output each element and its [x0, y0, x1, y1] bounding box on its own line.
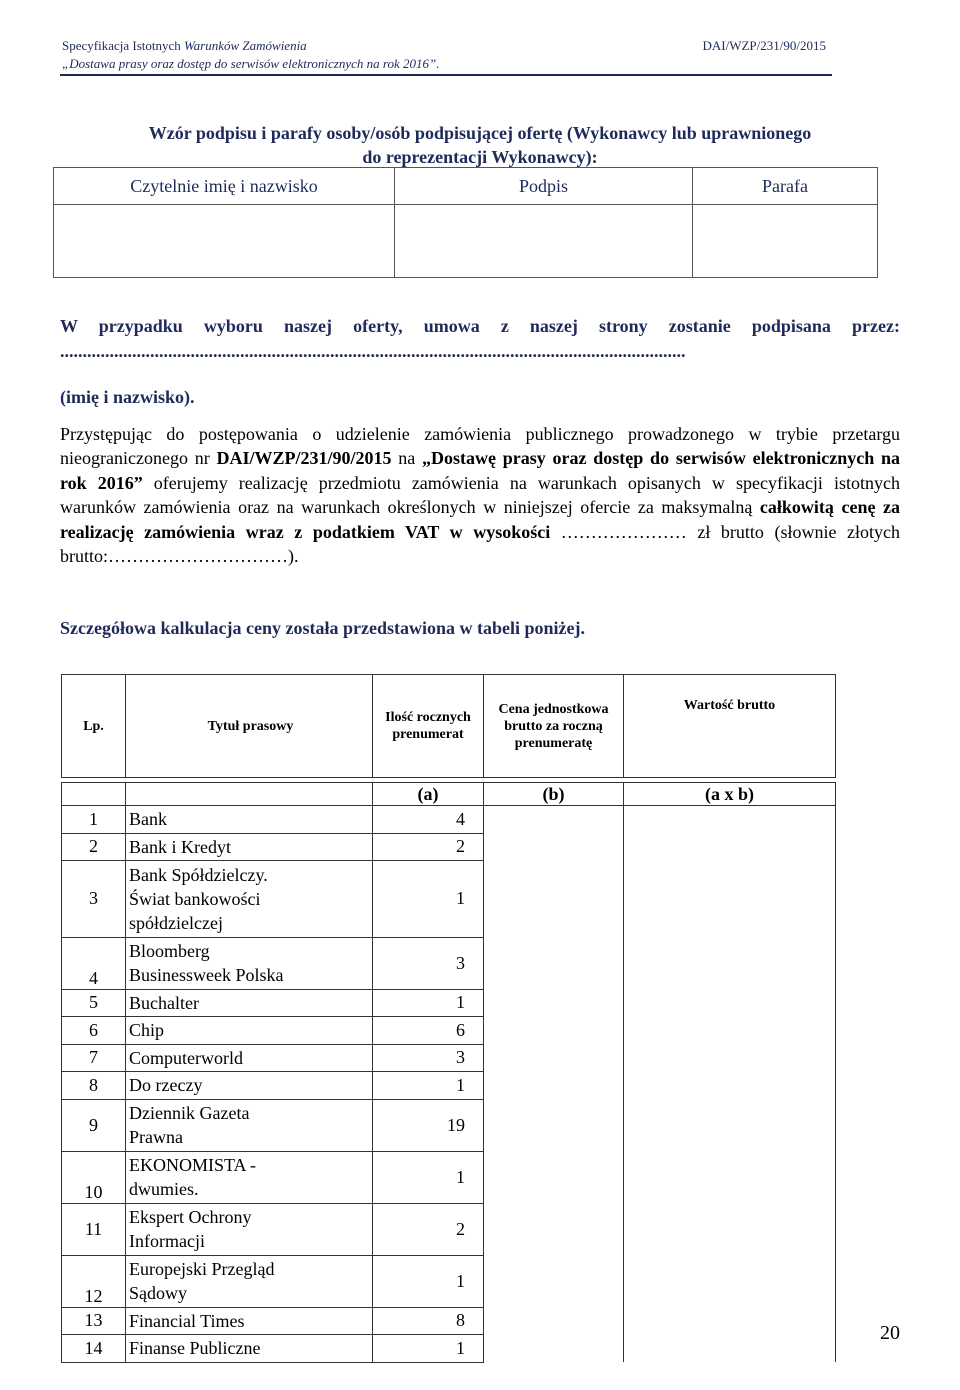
contract-name-hint: (imię i nazwisko). — [60, 387, 195, 407]
price-row-unit-price-cell[interactable] — [484, 937, 624, 989]
signature-title-line1: Wzór podpisu i parafy osoby/osób podpisującej ofertę (Wykonawcy lub uprawnionego — [148, 123, 812, 143]
price-row-title-line: Informacji — [129, 1231, 205, 1251]
signature-initials-cell[interactable] — [693, 205, 878, 278]
price-header-unit-price: Cena jednostkowa brutto za roczną prenumeratę — [484, 675, 624, 778]
signature-table — [53, 167, 878, 278]
price-row-value-cell[interactable] — [624, 1072, 836, 1100]
price-row-lp: 10 — [62, 1151, 126, 1203]
price-row-qty: 3 — [373, 937, 484, 989]
price-row-title — [126, 1255, 373, 1307]
price-row-qty: 1 — [373, 1255, 484, 1307]
price-row — [62, 989, 836, 1017]
header-spec-title — [62, 38, 307, 54]
price-row-lp: 9 — [62, 1099, 126, 1151]
offer-subject: „Dostawę prasy oraz dostęp do serwisów elektronicznych na rok 2016” — [60, 448, 901, 493]
price-row-unit-price-cell[interactable] — [484, 1099, 624, 1151]
price-row-unit-price-cell[interactable] — [484, 1151, 624, 1203]
price-row-unit-price-cell[interactable] — [484, 861, 624, 938]
offer-text-2: na — [391, 448, 423, 469]
price-row-unit-price-cell[interactable] — [484, 1335, 624, 1363]
price-label-axb: (a x b) — [624, 783, 836, 806]
signature-title-line2: do reprezentacji Wykonawcy): — [362, 147, 598, 167]
contract-signatory-dots[interactable]: ........................................................................................................................................... — [60, 341, 686, 361]
price-row-lp: 4 — [62, 937, 126, 989]
price-row-title-line: dwumies. — [129, 1179, 199, 1199]
offer-text-4: ………………… zł brutto (słownie złotych brutto:…………………………). — [60, 521, 900, 567]
offer-total-price: całkowitą cenę za realizację zamówienia wraz z podatkiem VAT w wysokości — [60, 497, 900, 542]
price-row-unit-price-cell[interactable] — [484, 1203, 624, 1255]
contract-signatory-line: W przypadku wyboru naszej oferty, umowa z naszej strony zostanie podpisana przez: — [60, 316, 900, 336]
price-header-value: Wartość brutto — [624, 675, 836, 778]
price-row-unit-price-cell[interactable] — [484, 1307, 624, 1335]
price-row-title — [126, 861, 373, 938]
price-header-title: Tytuł prasowy — [126, 675, 373, 778]
price-header-qty: Ilość rocznych prenumerat — [373, 675, 484, 778]
price-row-lp: 11 — [62, 1203, 126, 1255]
price-row-value-cell[interactable] — [624, 989, 836, 1017]
price-row-title: Finanse Publiczne — [126, 1335, 373, 1363]
price-row-unit-price-cell[interactable] — [484, 1044, 624, 1072]
price-row-unit-price-cell[interactable] — [484, 1017, 624, 1045]
price-row-unit-price-cell[interactable] — [484, 833, 624, 861]
price-row-title-line: Europejski Przegląd — [129, 1259, 275, 1279]
price-row-value-cell[interactable] — [624, 937, 836, 989]
price-row-lp: 1 — [62, 806, 126, 834]
price-row-value-cell[interactable] — [624, 1099, 836, 1151]
header-spec-italic: Warunków Zamówienia — [184, 38, 307, 53]
price-row-qty: 1 — [373, 861, 484, 938]
price-row-title: Bank i Kredyt — [126, 833, 373, 861]
price-row — [62, 1072, 836, 1100]
price-row — [62, 1255, 836, 1307]
offer-text-3: oferujemy realizację przedmiotu zamówienia na warunkach opisanych w specyfikacji istotnych warunków zamówienia oraz na warunkach określonych w niniejszej ofercie za maksymalną — [60, 472, 900, 518]
signature-col-name: Czytelnie imię i nazwisko — [54, 168, 395, 205]
price-row — [62, 833, 836, 861]
price-header-lp: Lp. — [62, 675, 126, 778]
price-row-value-cell[interactable] — [624, 1255, 836, 1307]
price-row-title-line: Businessweek Polska — [129, 965, 284, 985]
price-row-lp: 6 — [62, 1017, 126, 1045]
price-row-title — [126, 937, 373, 989]
price-label-b: (b) — [484, 783, 624, 806]
price-row-value-cell[interactable] — [624, 1151, 836, 1203]
price-row — [62, 1017, 836, 1045]
price-row-unit-price-cell[interactable] — [484, 806, 624, 834]
price-row-title-line: Dziennik Gazeta — [129, 1103, 250, 1123]
price-row — [62, 861, 836, 938]
price-row — [62, 806, 836, 834]
offer-reference: DAI/WZP/231/90/2015 — [216, 448, 392, 469]
price-row-qty: 1 — [373, 1072, 484, 1100]
price-row-title-line: Prawna — [129, 1127, 183, 1147]
price-row — [62, 937, 836, 989]
price-row-qty: 1 — [373, 1151, 484, 1203]
price-row-title — [126, 1099, 373, 1151]
price-label-title — [126, 783, 373, 806]
header-reference: DAI/WZP/231/90/2015 — [702, 38, 826, 53]
price-row-lp: 13 — [62, 1307, 126, 1335]
price-row-title-line: Świat bankowości — [129, 888, 261, 909]
price-label-a: (a) — [373, 783, 484, 806]
price-row-title-line: spółdzielczej — [129, 912, 223, 933]
page-number: 20 — [880, 1322, 900, 1344]
header-spec-prefix: Specyfikacja Istotnych — [62, 38, 181, 53]
price-row-lp: 12 — [62, 1255, 126, 1307]
price-row-value-cell[interactable] — [624, 861, 836, 938]
price-row-qty: 1 — [373, 989, 484, 1017]
price-row-title-line: Sądowy — [129, 1283, 187, 1303]
price-row — [62, 1151, 836, 1203]
price-row-qty: 1 — [373, 1335, 484, 1363]
price-row-qty: 19 — [373, 1099, 484, 1151]
price-row — [62, 1044, 836, 1072]
offer-text-1: Przystępując do postępowania o udzielenie zamówienia publicznego prowadzonego w trybie przetargu nieograniczonego nr — [60, 424, 900, 469]
price-calculation-heading: Szczegółowa kalkulacja ceny została przedstawiona w tabeli poniżej. — [60, 618, 585, 638]
price-row-lp: 14 — [62, 1335, 126, 1363]
price-row-title: Computerworld — [126, 1044, 373, 1072]
price-row — [62, 1307, 836, 1335]
price-label-lp — [62, 783, 126, 806]
price-row — [62, 1203, 836, 1255]
signature-section-title — [60, 121, 900, 169]
price-table-body — [62, 806, 836, 1363]
signature-col-initials: Parafa — [693, 168, 878, 205]
price-row-lp: 3 — [62, 861, 126, 938]
price-row-lp: 8 — [62, 1072, 126, 1100]
price-row-title-line: Ekspert Ochrony — [129, 1207, 252, 1227]
price-row-unit-price-cell[interactable] — [484, 1072, 624, 1100]
price-table — [61, 674, 836, 1363]
signature-sign-cell[interactable] — [395, 205, 693, 278]
price-row-qty: 3 — [373, 1044, 484, 1072]
price-row-qty: 4 — [373, 806, 484, 834]
price-row-value-cell[interactable] — [624, 1017, 836, 1045]
price-row-value-cell[interactable] — [624, 833, 836, 861]
price-row-qty: 2 — [373, 833, 484, 861]
price-row-value-cell[interactable] — [624, 1203, 836, 1255]
price-row-unit-price-cell[interactable] — [484, 989, 624, 1017]
price-row-qty: 2 — [373, 1203, 484, 1255]
price-row-title-line: EKONOMISTA - — [129, 1155, 257, 1175]
price-row-title: Financial Times — [126, 1307, 373, 1335]
price-row-lp: 2 — [62, 833, 126, 861]
signature-col-sign: Podpis — [395, 168, 693, 205]
price-row — [62, 1335, 836, 1363]
price-row-title: Chip — [126, 1017, 373, 1045]
price-row-value-cell[interactable] — [624, 806, 836, 834]
price-row-value-cell[interactable] — [624, 1335, 836, 1363]
price-row-lp: 5 — [62, 989, 126, 1017]
price-row-qty: 8 — [373, 1307, 484, 1335]
price-row-title: Bank — [126, 806, 373, 834]
price-row-title — [126, 1203, 373, 1255]
price-row-value-cell[interactable] — [624, 1307, 836, 1335]
price-row-title — [126, 1151, 373, 1203]
price-row-title: Buchalter — [126, 989, 373, 1017]
price-row-qty: 6 — [373, 1017, 484, 1045]
price-row-title-line: Bloomberg — [129, 941, 210, 961]
price-row — [62, 1099, 836, 1151]
offer-paragraph — [60, 422, 900, 568]
header-divider — [60, 74, 832, 76]
price-row-unit-price-cell[interactable] — [484, 1255, 624, 1307]
price-row-value-cell[interactable] — [624, 1044, 836, 1072]
signature-name-cell[interactable] — [54, 205, 395, 278]
header-subject: „Dostawa prasy oraz dostęp do serwisów elektronicznych na rok 2016”. — [62, 56, 440, 71]
price-row-title-line: Bank Spółdzielczy. — [129, 864, 268, 885]
price-row-lp: 7 — [62, 1044, 126, 1072]
price-row-title: Do rzeczy — [126, 1072, 373, 1100]
